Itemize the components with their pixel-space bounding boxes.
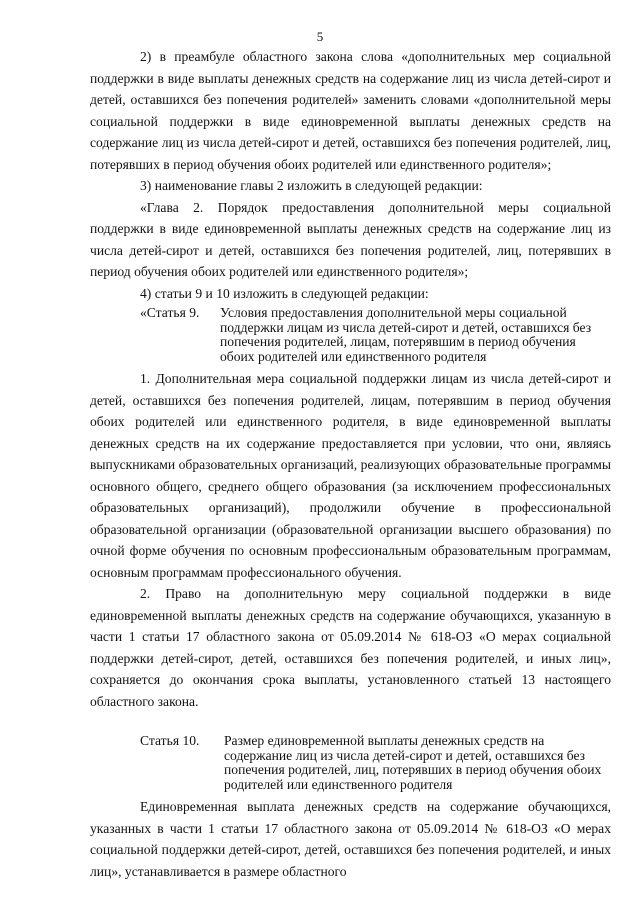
paragraph-preamble-amendment: 2) в преамбуле областного закона слова «дополнительных мер социальной поддержки в виде выплаты денежных средств на содержание лиц из числа детей-сирот и детей, оставшихся без попечения родителей» заменить словами «дополнительной меры социальной поддержки в виде единовременной выплаты денежных средств на содержание лиц из числа детей-сирот и детей, оставшихся без попечения родителей, лиц, потерявших в период обучения обоих родителей или единственного родителя»; [90,49,611,172]
page-number: 5 [316,29,324,44]
article-9-part-2: 2. Право на дополнительную меру социальной поддержки в виде единовременной выплаты денежных средств на содержание обучающихся, указанную в части 1 статьи 17 областного закона от 05.09.2014 № 618-ОЗ «О мерах социальной поддержки детей-сирот, детей, оставшихся без попечения родителей, и иных лиц», сохраняется до окончания срока выплаты, установленного статьей 13 настоящего областного закона. [90,586,611,709]
spacer [90,712,611,732]
article-10-heading [90,732,611,796]
paragraph-chapter-2-text: «Глава 2. Порядок предоставления дополнительной меры социальной поддержки в виде единовременной выплаты денежных средств на содержание лиц из числа детей-сирот и детей, оставшихся без попечения родителей, лиц, потерявших в период обучения обоих родителей или единственного родителя»; [90,199,611,279]
article-9-label: «Статья 9. [140,305,200,320]
paragraph-chapter-title-amendment: 3) наименование главы 2 изложить в следующей редакции: [140,178,483,193]
document-body [90,46,611,882]
article-10-text: Единовременная выплата денежных средств на содержание обучающихся, указанных в части 1 статьи 17 областного закона от 05.09.2014 № 618-ОЗ «О мерах социальной поддержки детей-сирот, детей, оставшихся без попечения родителей, и иных лиц», устанавливается в размере областного [90,799,611,879]
article-9-part-1: 1. Дополнительная мера социальной поддержки лицам из числа детей-сирот и детей, оставшихся без попечения родителей, лицам, потерявшим в период обучения обоих родителей или единственного родителя, в виде единовременной выплаты денежных средств на их содержание предоставляется при условии, что они, являясь выпускниками образовательных организаций, реализующих образовательные программы основного общего, среднего общего образования (за исключением профессиональных образовательных организаций), продолжили обучение в профессиональной образовательной организации (образовательной организации высшего образования) по очной форме обучения по основным профессиональным образовательным программам, основным программам профессионального обучения. [90,371,611,580]
article-10-title: Размер единовременной выплаты денежных средств на содержание лиц из числа детей-сирот и детей, оставшихся без попечения родителей, лиц, потерявших в период обучения обоих родителей или единственного родителя [224,733,602,792]
article-9-heading [90,304,611,368]
article-9-title: Условия предоставления дополнительной меры социальной поддержки лицам из числа детей-сирот и детей, оставшихся без попечения родителей, лицам, потерявшим в период обучения обоих родителей или единственного родителя [220,305,592,364]
article-10-label: Статья 10. [140,733,200,748]
paragraph-articles-amendment: 4) статьи 9 и 10 изложить в следующей редакции: [140,285,429,301]
